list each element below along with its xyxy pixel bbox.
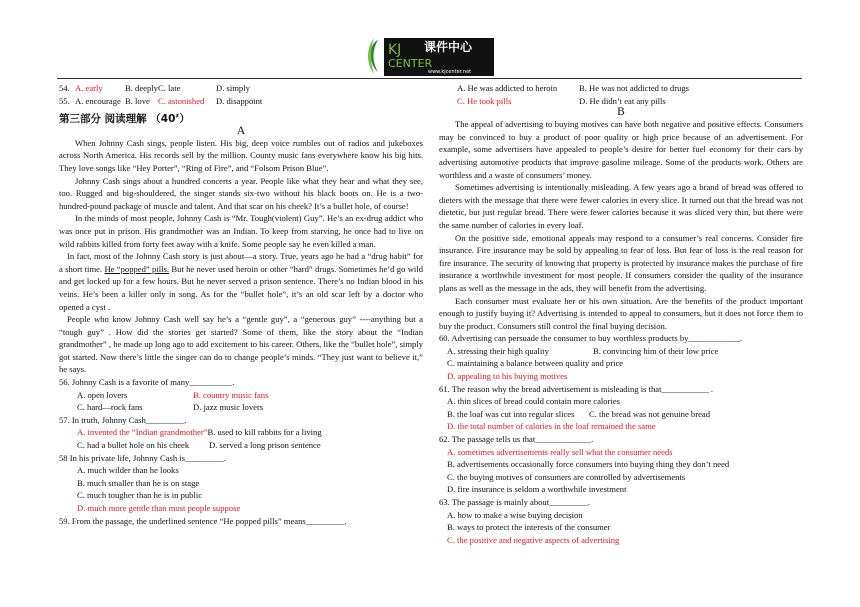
logo-kj: KJ — [388, 42, 402, 58]
q60-answer: D. appealing to his buying motives — [447, 371, 568, 382]
q62-answer: A. sometimes advertisements really sell what the consumer needs — [447, 446, 673, 457]
right-column: A. He was addicted to heroin B. He was not addicted to drugs C. He took pills D. He didn’t eat any pills B The appeal of advertising to buying motives can have both negative and positive effects. Consumers may be convinced to buy a product of poor quality or high price because of an advertisement. For example, some advertisers have appealed to people’s desire for better fuel economy for their cars by advertising automotive products that improve gasoline mileage. Some of the products work. Others are worthless and a waste of consumers’ money. Sometimes advertising is intentionally misleading. A few years ago a brand of bread was offered to dieters with the message that there were fewer calories in every slice. It turned out that the bread was not dietetic, but just regular bread. There were fewer calories because it was sliced very thin, but there were the same number of calories in every loaf. On the positive side, emotional appeals may respond to a consumer’s real concerns. Consider fire insurance. Fire insurance may be sold by appealing to fear of loss. But fear of loss is the real reason for fire insurance. The security of knowing that property is protected by insurance makes the purchase of fire insurance a worthwhile investment for most people. If consumers consider the quality of the insurance plans as well as the message in the ads, they will benefit from the advertising. Each consumer must evaluate her or his own situation. Are the benefits of the product important enough to justify buying it? Advertising is intended to appeal to consumers, but it does not force them to buy the product. Consumers still control the final buying decision. 60. Advertising can persuade the consumer to buy worthless products by____________. A. stressing their high quality B. convincing him of their low price C. maintaining a balance between quality and price D. appealing to his buying motives 61. The reason why the bread advertisement is misleading is that___________ . A. thin slices of bread could contain more calories B. the loaf was cut into regular slices C. the bread was not genuine bread D. the total number of calories in the loaf remained the same 62. The passage tells us that_____________. A. sometimes advertisements really sell what the consumer needs B. advertisements occasionally force consumers into buying thing they don’t need C. the buying motives of consumers are controlled by advertisements D. fire insurance is seldom a worthwhile investment 63. The passage is mainly about_________. A. how to make a wise buying decision B. ways to protect the interests of the consumer C. the positive and negative aspects of advertising — [439, 83, 803, 545]
passage-a-label: A — [236, 124, 246, 137]
q59-answer: C. He took pills — [457, 95, 512, 106]
passage-a-p4: In fact, most of the Johnny Cash story is just about—a story. True, years ago he had a “drug habit” for a short time. He “popped” pills. But he never used heroin or other “hard” drugs. Sometimes he’d go wild and get locked up for a few hours. But he never served a prison sentence. There’s no Indian blood in his veins. He’s been a killer only in song. As for the “bullet hole”, it’s an old scar left by a doctor who opened a cyst . — [59, 251, 423, 312]
q63-answer: C. the positive and negative aspects of advertising — [447, 534, 620, 545]
q58-stem: 58 In his private life, Johnny Cash is_________. — [59, 452, 226, 463]
passage-b-label: B — [617, 106, 625, 119]
q54: 54. A. early B. deeply C. late D. simply — [59, 83, 250, 93]
q56-row2: C. hard—rock fans D. jazz music lovers — [77, 402, 264, 413]
logo-center: CENTER — [388, 57, 433, 70]
passage-a-p3: In the minds of most people, Johnny Cash is “Mr. Tough(violent) Guy”. He’s an ex-drug addict who was once put in prison. His grandmother was an Indian. To keep from starving, he once had to live on wild rabbits killed from forty feet away with a knife. Some people say he even killed a man. — [59, 213, 423, 249]
left-column: 54. A. early B. deeply C. late D. simply 55. A. encourage B. love C. astonished D. disappoint 第三部分 阅读理解 （40’） A When Johnny Cash sings, people listen. His big, deep voice rumbles out of radios and jukeboxes across North America. His records sell by the million. County music fans everywhere know his big hits. They love songs like “Hey Porter”, “Ring of Fire”, and “Folsom Prison Blue”. Johnny Cash sings about a hundred concerts a year. People like what they hear and what they see, too. Rugged and big-shouldered, the singer stands six-two without his black boots on. He is a two-hundred-pound package of muscle and talent. And that scar on his cheek? It’s a bullet hole, of course! In the minds of most people, Johnny Cash is “Mr. Tough(violent) Guy”. He’s an ex-drug addict who was once put in prison. His grandmother was an Indian. To keep from starving, he once had to live on wild rabbits killed from forty feet away with a knife. Some people say he even killed a man. In fact, most of the Johnny Cash story is just about—a story. True, years ago he had a “drug habit” for a short time. He “popped” pills. But he never used heroin or other “hard” drugs. Sometimes he’d go wild and get locked up for a few hours. But he never served a prison sentence. There’s no Indian blood in his veins. He’s been a killer only in song. As for the “bullet hole”, it’s an old scar left by a doctor who opened a cyst . People who know Johnny Cash well say he’s a “gentle guy”, a “generous guy” ----anything but a “tough guy” . How did the stories get started? Some of them, like the story about the “Indian grandmother” , he made up long ago to add excitement to his career. Others, like the “bullet hole”, simply got started. Now there’s little the singer can do to change people’s minds. “They just want to believe it,” he says. 56. Johnny Cash is a favorite of many__________. A. open lovers B. country music fans C. hard—rock fans D. jazz music lovers 57. In truth, Johnny Cash_________. A. invented the “Indian grandmother” B. used to kill rabbits for a living C. had a bullet hole on his cheek D. served a long prison sentence 58 In his private life, Johnny Cash is_________. A. much wilder than he looks B. much smaller than he is on stage C. much tougher than he is in public D. much more gentle than most people suppose 59. From the passage, the underlined sentence “He popped pills” means_________. — [59, 83, 423, 526]
q55-answer: C. astonished — [158, 95, 205, 106]
q59-row1: A. He was addicted to heroin B. He was not addicted to drugs — [457, 83, 690, 93]
q58-answer: D. much more gentle than most people suppose — [77, 503, 241, 513]
q60-row1: A. stressing their high quality B. convincing him of their low price — [447, 345, 719, 356]
q62-stem: 62. The passage tells us that_____________. — [439, 434, 594, 445]
q56-stem: 56. Johnny Cash is a favorite of many__________. — [59, 377, 235, 388]
header-rule — [57, 78, 802, 79]
q55: 55. A. encourage B. love C. astonished D. disappoint — [59, 95, 263, 106]
q57-stem: 57. In truth, Johnny Cash_________. — [59, 414, 187, 425]
q57-answer: A. invented the “Indian grandmother” — [77, 427, 208, 438]
section-title: 第三部分 阅读理解 （40’） — [59, 113, 190, 126]
q61-row2: B. the loaf was cut into regular slices C. the bread was not genuine bread — [447, 408, 710, 419]
q54-answer: A. early — [75, 83, 103, 93]
passage-b-p3: On the positive side, emotional appeals may respond to a consumer’s real concerns. Consider fire insurance. Fire insurance may be sold by appealing to fear of loss. But fear of loss is the real reason for fire insurance. The security of knowing that property is protected by insurance makes the purchase of fire insurance a worthwhile investment for most people. If consumers consider the quality of the insurance plans as well as the message in the ads, they will benefit from the advertising. — [439, 232, 803, 293]
q57-row1: A. invented the “Indian grandmother” B. used to kill rabbits for a living — [77, 427, 322, 438]
q61-stem: 61. The reason why the bread advertisement is misleading is that___________ . — [439, 383, 714, 394]
q61-answer: D. the total number of calories in the loaf remained the same — [447, 421, 656, 432]
underlined-sentence: He “popped” pills. — [104, 263, 170, 274]
passage-a-p5: People who know Johnny Cash well say he’s a “gentle guy”, a “generous guy” ----anything but a “tough guy” . How did the stories get started? Some of them, like the story about the “Indian grandmother” , he made up long ago to add excitement to his career. Others, like the “bullet hole”, simply got started. Now there’s little the singer can do to change people’s minds. “They just want to believe it,” he says. — [59, 314, 423, 375]
logo-url: www.kjcenter.net — [428, 69, 472, 75]
q59-row2: C. He took pills D. He didn’t eat any pills — [457, 95, 666, 106]
kjcenter-logo — [366, 34, 494, 78]
q60-stem: 60. Advertising can persuade the consumer to buy worthless products by____________. — [439, 333, 743, 344]
q57-row2: C. had a bullet hole on his cheek D. served a long prison sentence — [77, 440, 321, 451]
q56-row1: A. open lovers B. country music fans — [77, 389, 269, 400]
passage-b-p2: Sometimes advertising is intentionally misleading. A few years ago a brand of bread was offered to dieters with the message that there were fewer calories in every slice. It turned out that the bread was not dietetic, but just regular bread. There were fewer calories because it was sliced very thin, but there were the same number of calories in every loaf. — [439, 182, 803, 230]
q63-stem: 63. The passage is mainly about_________. — [439, 497, 590, 507]
logo-cn: 课件中心 — [424, 40, 473, 54]
passage-a-p1: When Johnny Cash sings, people listen. His big, deep voice rumbles out of radios and jukeboxes across North America. His records sell by the million. County music fans everywhere know his big hits. They love songs like “Hey Porter”, “Ring of Fire”, and “Folsom Prison Blue”. — [59, 137, 423, 173]
passage-b-p1: The appeal of advertising to buying motives can have both negative and positive effects. Consumers may be convinced to buy a product of poor quality or high price because of an advertisement. For example, some advertisers have appealed to people’s desire for better fuel economy for their cars by advertising automotive products that improve gasoline mileage. Some of the products work. Others are worthless and a waste of consumers’ money. — [439, 119, 803, 180]
passage-a-p2: Johnny Cash sings about a hundred concerts a year. People like what they hear and what they see, too. Rugged and big-shouldered, the singer stands six-two without his black boots on. He is a two-hundred-pound package of muscle and talent. And that scar on his cheek? It’s a bullet hole, of course! — [59, 175, 423, 211]
q59-stem: 59. From the passage, the underlined sentence “He popped pills” means_________. — [59, 515, 347, 526]
q56-answer: B. country music fans — [193, 389, 269, 400]
passage-b-p4: Each consumer must evaluate her or his own situation. Are the benefits of the product important enough to justify buying it? Advertising is intended to appeal to consumers, but it does not force them to buy the product. Consumers still control the final buying decision. — [439, 295, 803, 331]
